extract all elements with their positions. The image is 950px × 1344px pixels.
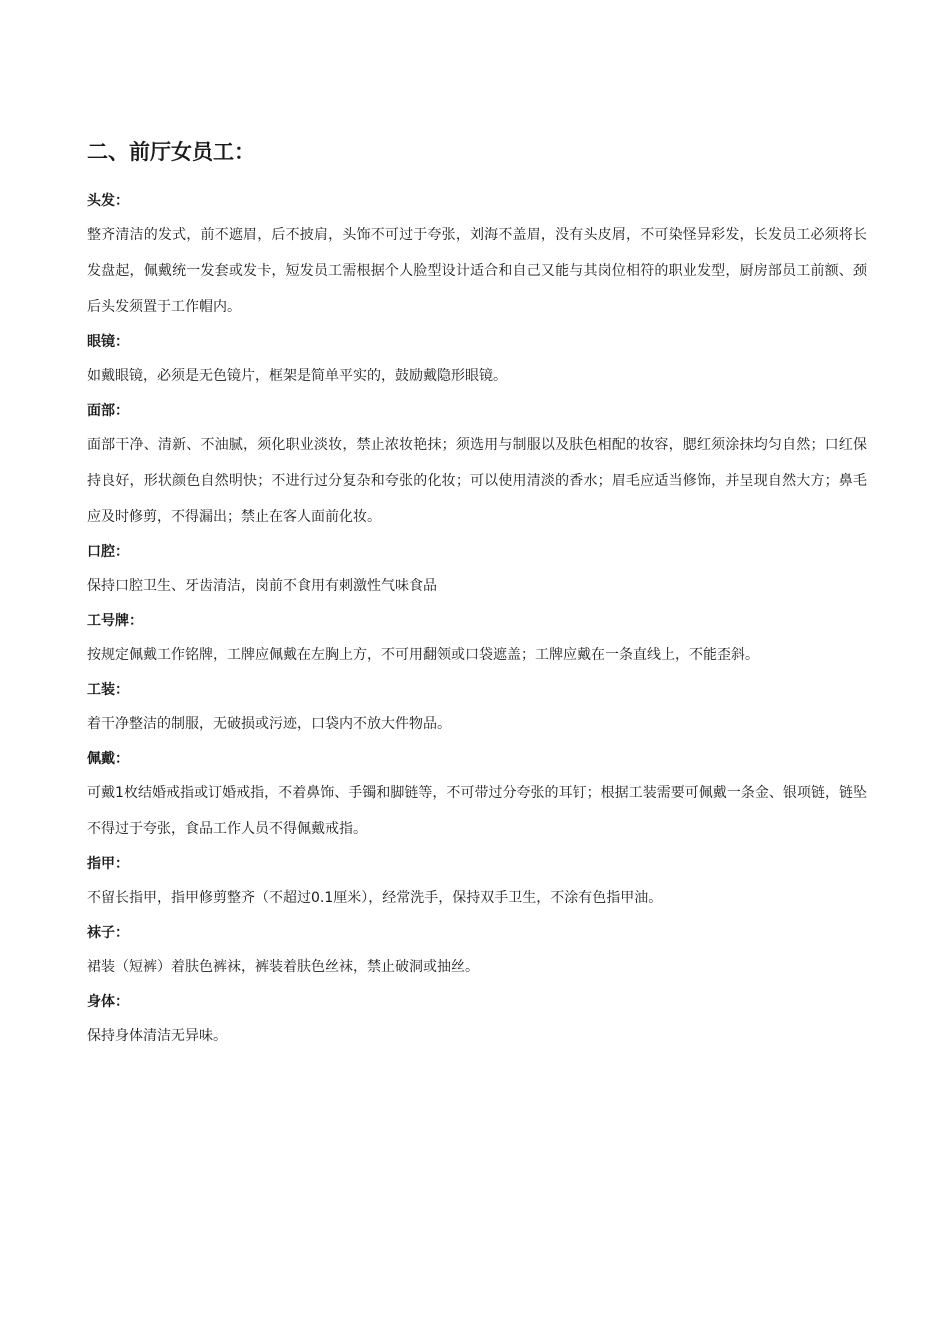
document-title: 二、前厅女员工： — [87, 140, 255, 164]
section-heading: 袜子： — [87, 925, 129, 941]
section-body: 面部干净、清新、不油腻，须化职业淡妆，禁止浓妆艳抹；须选用与制服以及肤色相配的妆容，腮红须涂抹均匀自然；口红保持良好，形状颜色自然明快；不进行过分复杂和夸张的化妆；可以使用清淡的香水；眉毛应适当修饰，并呈现自然大方；鼻毛应及时修剪，不得漏出；禁止在客人面前化妆。 — [87, 437, 867, 525]
section-face — [87, 396, 867, 537]
section-body: 裙装（短裤）着肤色裤袜，裤装着肤色丝袜，禁止破洞或抽丝。 — [87, 959, 479, 975]
document-content — [87, 186, 867, 1056]
section-heading: 工号牌： — [87, 613, 143, 629]
section-heading: 口腔： — [87, 544, 129, 560]
section-accessories — [87, 744, 867, 849]
section-body: 不留长指甲，指甲修剪整齐（不超过0.1厘米），经常洗手，保持双手卫生，不涂有色指甲油。 — [87, 890, 663, 906]
section-heading: 面部： — [87, 403, 129, 419]
section-body: 保持身体清洁无异味。 — [87, 1028, 227, 1044]
section-body: 保持口腔卫生、牙齿清洁，岗前不食用有刺激性气味食品 — [87, 578, 437, 594]
section-glasses — [87, 327, 867, 396]
section-body-hygiene — [87, 987, 867, 1056]
section-socks — [87, 918, 867, 987]
section-body: 整齐清洁的发式，前不遮眉，后不披肩，头饰不可过于夸张，刘海不盖眉，没有头皮屑，不可染怪异彩发，长发员工必须将长发盘起，佩戴统一发套或发卡，短发员工需根据个人脸型设计适合和自己又能与其岗位相符的职业发型，厨房部员工前额、颈后头发须置于工作帽内。 — [87, 227, 867, 315]
section-body: 着干净整洁的制服，无破损或污迹，口袋内不放大件物品。 — [87, 716, 451, 732]
section-name-badge — [87, 606, 867, 675]
section-heading: 佩戴： — [87, 751, 129, 767]
section-heading: 头发： — [87, 193, 129, 209]
section-uniform — [87, 675, 867, 744]
section-heading: 指甲： — [87, 856, 129, 872]
section-mouth — [87, 537, 867, 606]
section-heading: 工装： — [87, 682, 129, 698]
section-nails — [87, 849, 867, 918]
section-body: 如戴眼镜，必须是无色镜片，框架是简单平实的，鼓励戴隐形眼镜。 — [87, 368, 507, 384]
section-body: 按规定佩戴工作铭牌，工牌应佩戴在左胸上方，不可用翻领或口袋遮盖；工牌应戴在一条直线上，不能歪斜。 — [87, 647, 759, 663]
section-heading: 眼镜： — [87, 334, 129, 350]
section-heading: 身体： — [87, 994, 129, 1010]
section-body: 可戴1枚结婚戒指或订婚戒指，不着鼻饰、手镯和脚链等，不可带过分夸张的耳钉；根据工装需要可佩戴一条金、银项链，链坠不得过于夸张，食品工作人员不得佩戴戒指。 — [87, 785, 867, 837]
section-hair — [87, 186, 867, 327]
